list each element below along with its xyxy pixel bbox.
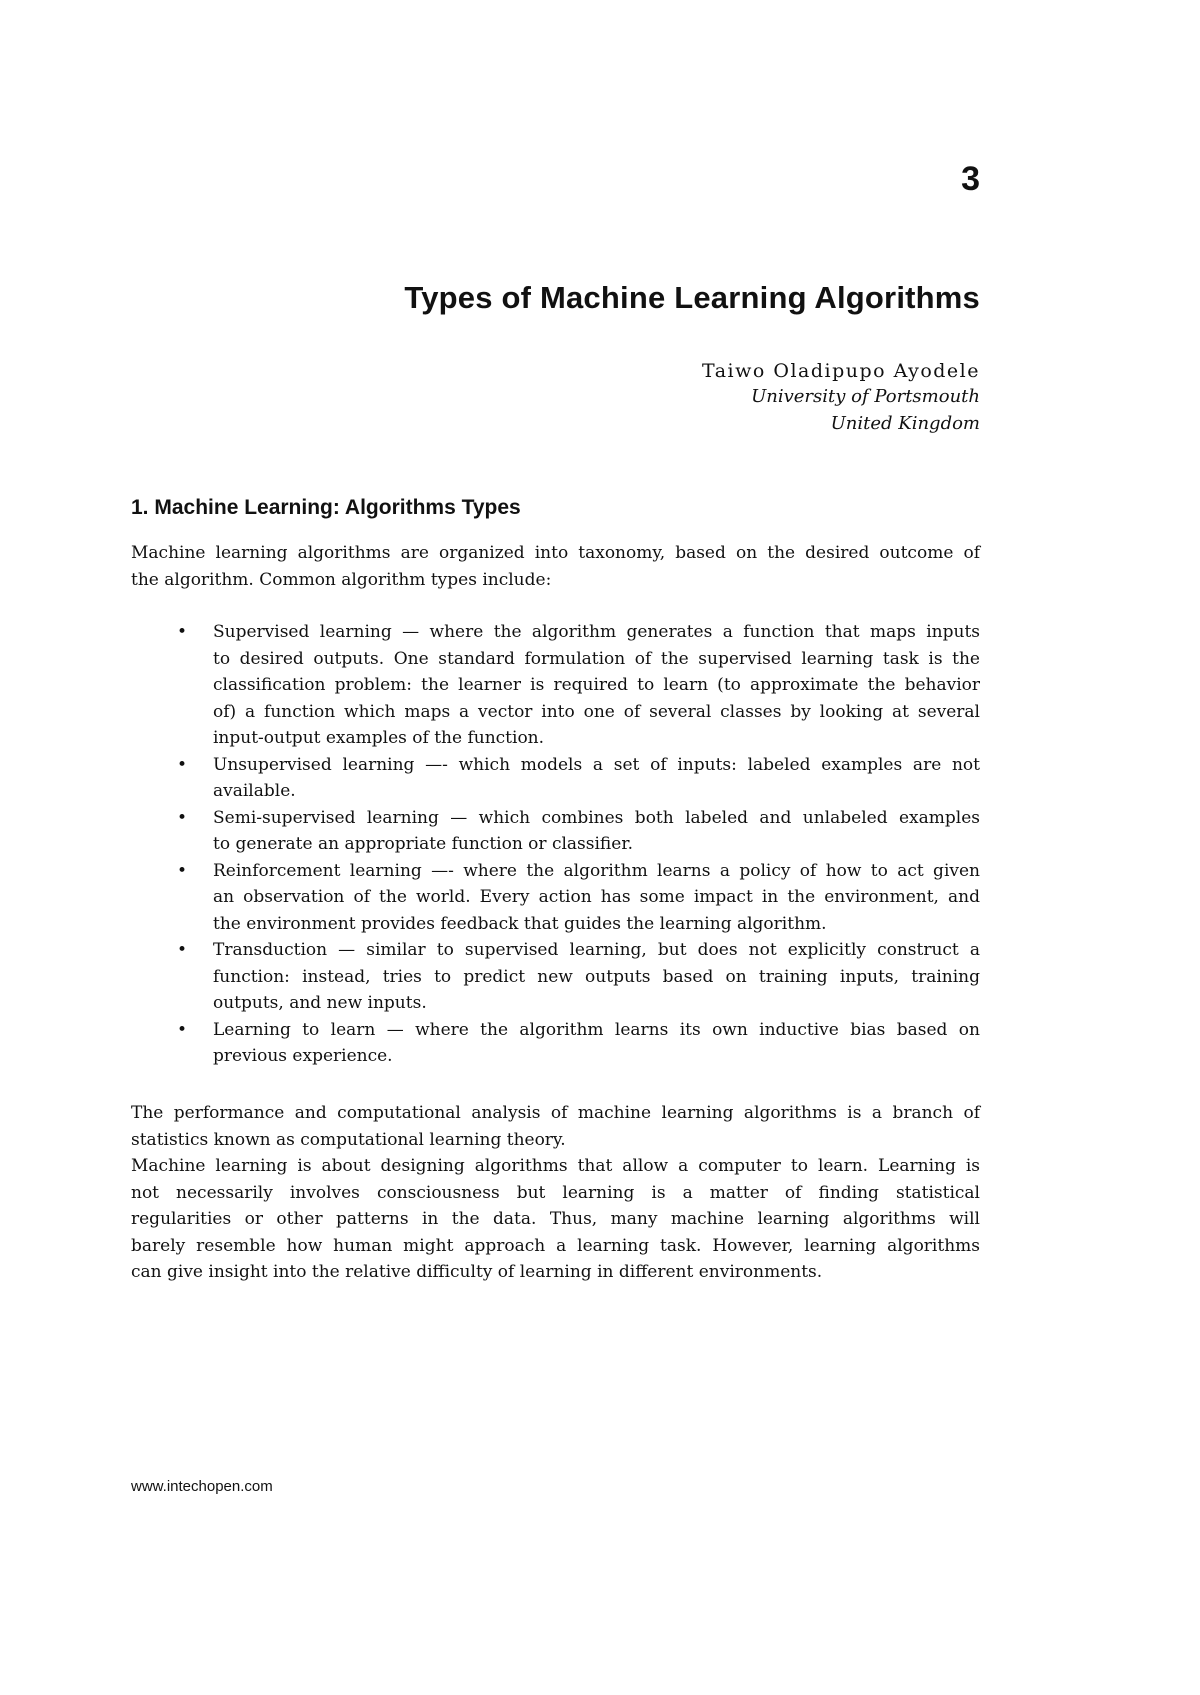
text-line: Unsupervised learning —- which models a set of inputs: labeled examples are not <box>213 754 980 775</box>
bullet-icon: • <box>177 807 188 828</box>
list-item <box>131 858 980 938</box>
list-item <box>131 619 980 752</box>
text-line: an observation of the world. Every action has some impact in the environment, and <box>213 887 980 907</box>
paragraph-performance <box>131 1100 980 1153</box>
text-line: The performance and computational analysis of machine learning algorithms is a branch of <box>131 1103 980 1123</box>
text-line: barely resemble how human might approach a learning task. However, learning algorithms <box>131 1235 980 1256</box>
affiliation-country: United Kingdom <box>830 413 980 434</box>
text-line: Learning to learn — where the algorithm learns its own inductive bias based on <box>213 1019 980 1040</box>
algorithm-types-list <box>131 619 980 1070</box>
bullet-icon: • <box>177 622 188 642</box>
text-line: Supervised learning — where the algorithm generates a function that maps inputs <box>213 622 980 642</box>
text-line: Transduction — similar to supervised learning, but does not explicitly construct a <box>213 940 980 960</box>
chapter-title: Types of Machine Learning Algorithms <box>404 280 980 315</box>
text-line: outputs, and new inputs. <box>213 993 427 1013</box>
list-item <box>131 805 980 858</box>
text-line: regularities or other patterns in the data. Thus, many machine learning algorithms will <box>131 1209 980 1229</box>
intro-paragraph <box>131 540 980 593</box>
text-line: the algorithm. Common algorithm types include: <box>131 569 552 590</box>
paragraph-ml-definition <box>131 1153 980 1286</box>
text-line: to desired outputs. One standard formulation of the supervised learning task is the <box>213 648 980 669</box>
section-heading: 1. Machine Learning: Algorithms Types <box>131 496 521 519</box>
text-line: input-output examples of the function. <box>213 728 545 748</box>
text-line: available. <box>213 781 296 801</box>
bullet-icon: • <box>177 940 188 960</box>
text-line: the environment provides feedback that guides the learning algorithm. <box>213 913 827 934</box>
chapter-number: 3 <box>961 160 980 198</box>
author-name: Taiwo Oladipupo Ayodele <box>702 360 980 382</box>
text-line: can give insight into the relative difficulty of learning in different environments. <box>131 1262 823 1282</box>
text-line: Semi-supervised learning — which combines both labeled and unlabeled examples <box>213 807 980 828</box>
list-item <box>131 752 980 805</box>
text-line: not necessarily involves consciousness but learning is a matter of finding statistical <box>131 1182 980 1203</box>
affiliation-university: University of Portsmouth <box>751 386 980 407</box>
text-line: classification problem: the learner is required to learn (to approximate the behavior <box>213 675 980 695</box>
list-item <box>131 1017 980 1070</box>
text-line: to generate an appropriate function or classifier. <box>213 834 633 854</box>
bullet-icon: • <box>177 754 188 775</box>
text-line: Machine learning is about designing algorithms that allow a computer to learn. Learning is <box>131 1156 980 1176</box>
footer-url[interactable]: www.intechopen.com <box>131 1478 273 1495</box>
list-item <box>131 937 980 1017</box>
text-line: previous experience. <box>213 1046 393 1066</box>
text-line: statistics known as computational learning theory. <box>131 1129 566 1150</box>
text-line: Reinforcement learning —- where the algorithm learns a policy of how to act given <box>213 860 980 881</box>
text-line: function: instead, tries to predict new outputs based on training inputs, training <box>213 966 980 987</box>
bullet-icon: • <box>177 860 188 881</box>
text-line: of) a function which maps a vector into one of several classes by looking at several <box>213 701 980 722</box>
bullet-icon: • <box>177 1019 188 1040</box>
text-line: Machine learning algorithms are organized into taxonomy, based on the desired outcome of <box>131 543 980 563</box>
